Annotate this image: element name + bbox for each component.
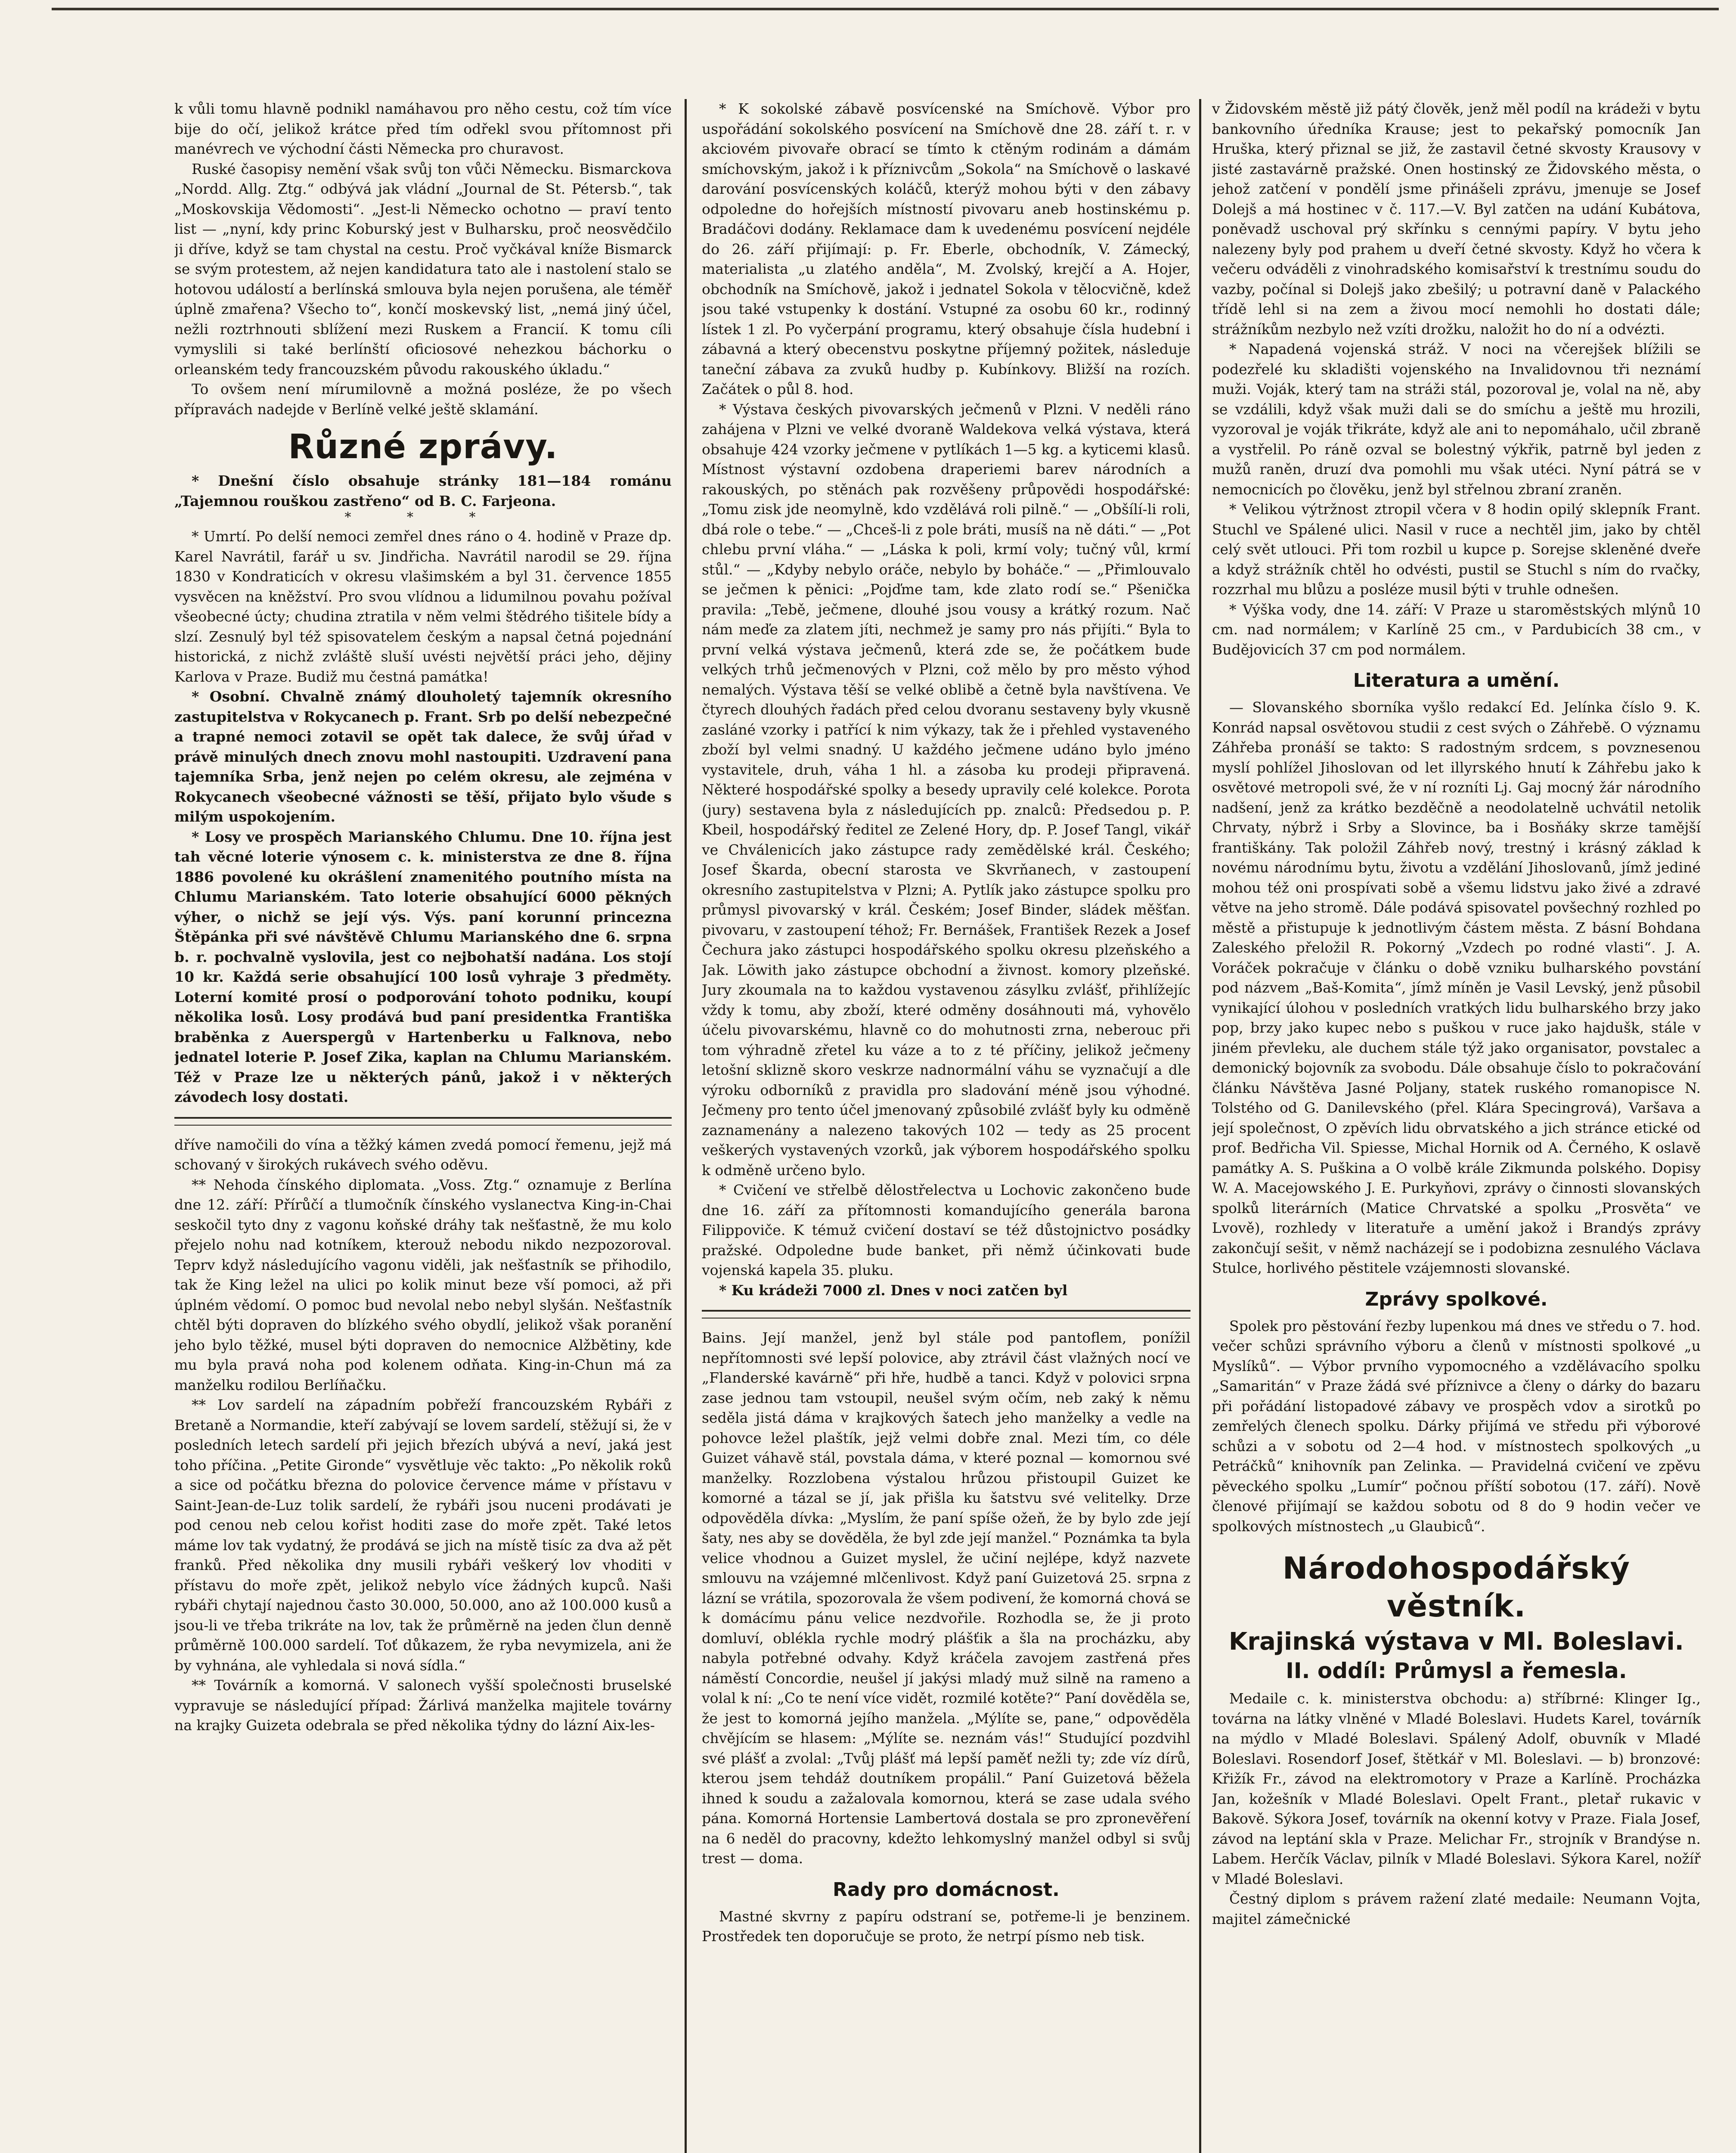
article-paragraph: To ovšem není mírumilovně a možná posléze, že po všech přípravách nadejde v Berlíně velké ještě sklamání.	[174, 381, 672, 418]
section-heading-zpravy-spolkove: Zprávy spolkové.	[1365, 1288, 1548, 1310]
section-divider-stars: * * *	[344, 510, 502, 525]
column-rule	[1199, 99, 1201, 2153]
novel-notice: * Dnešní číslo obsahuje stránky 181—184 románu „Tajemnou rouškou zastřeno“ od B. C. Farjeona.	[174, 472, 672, 509]
subheading-oddil: II. oddíl: Průmysl a řemesla.	[1286, 1658, 1627, 1683]
news-item-napadena-straz: * Napadená vojenská stráž. V noci na včerejšek blížili se podezřelé ku skladišti vojenského na Invalidovnou tři neznámí muži. Voják, který tam na stráži stál, pozoroval je, volal na ně, aby se vzdálili, když však muži dali se do smíchu a ještě mu hrozili, vyzoroval je voják třikráte, když ale ani to nepomáhalo, učil zbraně a vystřelil. Po ráně ozval se bolestný výkřik, patrně byl jeden z mužů raněn, druzí dva pomohli mu však utéci. Nyní pátrá se v nemocnicích po člověku, jenž byl střelnou zbraní zraněn.	[1212, 341, 1701, 498]
news-item-losy: * Losy ve prospěch Marianského Chlumu. Dne 10. října jest tah věcné loterie výnosem c. k. ministerstva ze dne 8. října 1886 povolené ku okrášlení znamenitého poutního místa na Chlumu Marianském. Tato loterie obsahující 6000 pěkných výher, o nichž se její výs. Výs. paní korunní princezna Štěpánka při své návštěvě Chlumu Marianského dne 6. srpna b. r. pochvalně vyslovila, jest co nejbohatší nadána. Los stojí 10 kr. Každá serie obsahující 100 losů vyhraje 3 předměty. Loterní komité prosí o podporování tohoto podniku, koupí několika losů. Losy prodává bud paní presidentka Františka braběnka z Auerspergů v Hartenberku u Falknova, nebo jednatel loterie P. Josef Zika, kaplan na Chlumu Marianském. Též v Praze lze u některých pánů, jakož i v některých závodech losy dostati.	[174, 828, 672, 1105]
news-item-vyska-vody: * Výška vody, dne 14. září: V Praze u staroměstských mlýnů 10 cm. nad normálem; v Karlíně 25 cm., v Pardubicích 38 cm., v Budějovicích 37 cm pod normálem.	[1212, 601, 1701, 658]
feuilleton-rule-thin	[174, 1125, 672, 1126]
club-news: Spolek pro pěstování řezby lupenkou má dnes ve středu o 7. hod. večer schůzi správního výboru a členů v místnosti spolkové „u Myslíků“. — Výbor prvního vypomocného a vzdělávacího spolku „Samaritán“ v Praze žádá své příznivce a členy o dárky do bazaru při pořádání listopadové zábavy ve prospěch vdov a sirotků po zemřelých členech spolku. Dárky přijímá ve středu při výborové schůzi a v sobotu od 2—4 hod. v místnostech spolkových „u Petráčků“ knihovník pan Zelinka. — Pravidelná cvičení ve zpěvu pěveckého spolku „Lumír“ počnou příští sobotou (17. září). Nově členové přijímají se každou sobotu od 8 do 9 hodin večer ve spolkových místnostech „u Glaubiců“.	[1212, 1317, 1701, 1535]
news-item-vytrznost: * Velikou výtržnost ztropil včera v 8 hodin opilý sklepník Frant. Stuchl ve Spálené ulici. Nasil v ruce a nechtěl jim, jako by chtěl celý svět utlouci. Při tom rozbil u kupce p. Sorejse skleněné dveře a když strážník chtěl ho odvésti, pustil se Stuchl s ním do rvačky, rozzrhal mu blůzu a posléze musil býti v truhle odnešen.	[1212, 501, 1701, 598]
subheading-vystava: Krajinská výstava v Ml. Boleslavi.	[1229, 1628, 1684, 1656]
section-heading-narodohospodarsky: Národohospodářský věstník.	[1282, 1551, 1631, 1624]
column-right	[1212, 99, 1701, 2153]
household-tip: Mastné skvrny z papíru odstraní se, potřeme-li je benzinem. Prostředek ten doporučuje se proto, že netrpí písmo neb tisk.	[702, 1908, 1190, 1945]
column-rule	[685, 99, 687, 2153]
news-item-umrti: * Umrtí. Po delší nemoci zemřel dnes ráno o 4. hodině v Praze dp. Karel Navrátil, farář u sv. Jindřicha. Navrátil narodil se 29. října 1830 v Kondraticích v okresu vlašimském a byl 31. července 1855 vysvěcen na kněžství. Pro svou vlídnou a lidumilnou povahu požíval všeobecné úcty; chudina ztratila v něm velmi štědrého tišitele bídy a slzí. Zesnulý byl též spisovatelem českým a napsal četná pojednání historická, z nichž zvláště sluší uvésti největší práci jeho, dějiny Karlova v Praze. Budiž mu čestná památka!	[174, 528, 672, 685]
exhibition-awards: Medaile c. k. ministerstva obchodu: a) stříbrné: Klinger Ig., továrna na látky vlněné v Mladé Boleslavi. Hudets Karel, továrník na mýdlo v Mladé Boleslavi. Spálený Adolf, obuvník v Mladé Boleslavi. Rosendorf Josef, štětkář v Ml. Boleslavi. — b) bronzové: Křižík Fr., závod na elektromotory v Praze a Karlíně. Procházka Jan, kožešník v Mladé Boleslavi. Opelt Frant., pletař rukavic v Bakově. Sýkora Josef, továrník na okenní kotvy v Praze. Fiala Josef, závod na leptání skla v Praze. Melichar Fr., strojník v Brandýse n. Labem. Herčík Václav, pilník v Mladé Boleslavi. Sýkora Karel, nožíř v Mladé Boleslavi.	[1212, 1690, 1701, 1887]
news-item-cviceni: * Cvičení ve střelbě dělostřelectva u Lochovic zakončeno bude dne 16. září za přítomnosti komandujícího generála barona Filippoviče. K témuž cvičení dostaví se též důstojnictvo posádky pražské. Odpoledne bude banket, při němž účinkovati bude vojenská kapela 35. pluku.	[702, 1182, 1190, 1278]
column-left	[174, 99, 672, 2153]
news-item-vystava: * Výstava českých pivovarských ječmenů v Plzni. V neděli ráno zahájena v Plzni ve velké dvoraně Waldekova velká výstava, která obsahuje 424 vzorky ječmene v pytlíkách 1—5 kg. a kyticemi klasů. Místnost výstavní ozdobena draperiemi barev národních a rakouských, po stěnách pak rozvěšeny průpovědi hospodářské: „Tomu zisk jde neomylně, kdo vzdělává roli pilně.“ — „Obšílí-li roli, dbá role o tebe.“ — „Chceš-li z pole bráti, musíš na ně dáti.“ — „Pot chlebu první vláha.“ — „Láska k poli, krmí voly; tučný vůl, krmí stůl.“ — „Kdyby nebylo oráče, nebylo by boháče.“ — „Přimlouvalo se ječmen k pěnici: „Pojďme tam, kde zlato rodí se.“ Pšenička pravila: „Tebě, ječmene, dlouhé jsou vousy a krátký rozum. Nač nám meďe za zlatem jíti, nechmež je samy pro nás přijíti.“ Byla to první velká výstava ječmenů, která zde se, že počátkem bude velkých trhů ječmenových v Plzni, což mělo by pro město výhod nemalých. Výstava těší se velké oblibě a četně byla navštívena. Ve čtyrech dlouhých řadách před celou dvoranu sestaveny byly vkusně zasláné vzorky i patřící k nim výkazy, tak že i přehled vystaveného zboží byl velmi snadný. U každého ječmene udáno bylo jméno vystavitele, druh, váha 1 hl. a zásoba ku prodeji připravená. Některé hospodářské spolky a besedy upravily celé kolekce. Porota (jury) sestavena byla z následujících pp. znalců: Předsedou p. P. Kbeil, hospodářský ředitel ze Zelené Hory, dp. P. Josef Tangl, vikář ve Chválenicích jako zástupce rady zemědělské král. Českého; Josef Škarda, obecní starosta ve Skvrňanech, v zastoupení okresního zastupitelstva v Plzni; A. Pytlík jako zástupce spolku pro průmysl pivovarský v král. Českém; Josef Binder, sládek měšťan. pivovaru, v zastoupení téhož; Fr. Bernášek, František Rezek a Josef Čechura jako zástupci hospodářského spolku okresu plzeňského a Jak. Löwith jako zástupce obchodní a živnost. komory plzeňské. Jury zkoumala na to každou vystavenou zásylku zvlášť, přihlížejíc vždy k tomu, aby zboží, které odměny dosáhnouti má, vyhovělo účelu pivovarskému, hlavně co do mohutnosti zrna, neberouc při tom výhradně zřetel ku váze a to z té příčiny, jelikož ječmeny letošní sklizně skoro veskrze nadnormální váhu se vyznačují a dle výroku odborníků z pravidla pro sladování méně jsou výhodné. Ječmeny pro tento účel jmenovaný způsobilé zvlášť byly ku odměně zaznamenány a nalezeno takových 102 — tedy as 25 procent veškerých vystavených vzorků, jak výborem hospodářského spolku k odměně určeno bylo.	[702, 400, 1190, 1179]
news-item-zidovske-mesto: v Židovském městě již pátý člověk, jenž měl podíl na krádeži v bytu bankovního úředníka Krause; jest to pekařský pomocník Jan Hruška, který přiznal se již, že zastavil četné skvosty Krausovy v jisté zastavárně pražské. Onen hostinský ze Židovského města, o jehož zatčení v pondělí jsme přinášeli zprávu, jmenuje se Josef Dolejš a má hostinec v č. 117.—V. Byl zatčen na udání Kubátova, poněvadž uschoval prý skřínku s cennými papíry. V bytu jeho nalezeny byly pod prahem u dveří četné skvosty. Když ho včera k večeru odváděli z vinohradského komisařství k trestnímu soudu do vazby, počínal si Dolejš jako zbešilý; u potravní daně v Palackého třídě lehl si na zem a živou mocí nemohli ho dostati dále; strážníkům nezbylo než vzíti drožku, naložit ho do ní a odvézti.	[1212, 100, 1701, 338]
column-middle	[702, 99, 1190, 2153]
feuilleton-rule	[174, 1117, 672, 1119]
feuilleton-lov-sardeli: ** Lov sardelí na západním pobřeží francouzském Rybáři z Bretaně a Normandie, kteří zabývají se lovem sardelí, stěžují si, že v posledních letech sardelí při jejich březích ubývá a neví, jaká jest toho příčina. „Petite Gironde“ vysvětluje věc takto: „Po několik roků a sice od počátku března do polovice července máme v přístavu v Saint-Jean-de-Luz tolik sardelí, že rybáři jsou nuceni prodávati je pod cenou neb celou kořist hoditi zase do moře zpět. Také letos máme lov tak vydatný, že prodává se jich na místě tisíc za dva až pět franků. Před několika dny musili rybáři veškerý lov vhoditi v přístavu do moře zpět, jelikož nebylo více žádných kupců. Naši rybáři chytají najednou často 30.000, 50.000, ano až 100.000 kusů a jsou-li ve třeba trikráte na lov, tak že průměrně na jeden člun denně průměrně 100.000 sardelí. Toť důkazem, že ryba nevymizela, ani že by vyhnána, ale vyhledala si nová sídla.“	[174, 1396, 672, 1674]
feuilleton-baines: Bains. Její manžel, jenž byl stále pod pantoflem, ponížil nepřítomnosti své lepší polovice, aby ztrávil část vlažných nocí ve „Flanderské kavárně“ při hře, hudbě a tanci. Když v polovici srpna zase jednou tam vstoupil, neušel svým očím, neb zaký k němu seděla jistá dáma v krajkových šatech jeho manželky a vedle na pohovce ležel plaštík, jejž velmi dobře znal. Mezi tím, co déle Guizet váhavě stál, povstala dáma, v které poznal — komornou své manželky. Rozzlobena výstalou hrůzou přistoupil Guizet ke komorné a tázal se jí, jak přišla ku šatstvu své velitelky. Drze odpověděla dívka: „Myslím, že paní spíše ožeň, že by bylo zde její šaty, nes aby se dověděla, že byl zde její manžel.“ Poznámka ta byla velice vhodnou a Guizet myslel, že učiní nejlépe, když nazvete smlouvu na vzájemné mlčenlivost. Když paní Guizetová 25. srpna z lázní se vrátila, spozorovala že všem podivení, že komorná chová se k domácímu pánu velice nezdvořile. Rozhodla se, že ji proto domluví, oblékla rychle modrý plášťik a šla na procházku, aby nabyla potřebné odvahy. Když kráčela zavojem zastřená přes náměstí Concordie, neušel jí jakýsi mladý muž silně na rameno a volal k ní: „Co te není více vidět, rozmilé kotěte?“ Paní dověděla se, že jest to komorná jejího manžela. „Mýlíte se, pane,“ odpověděla chvějícím se hlasem: „Mýlíte se. neznám vás!“ Studující pozdvihl své plášť a zvolal: „Tvůj plášť má lepší paměť nežli ty; zde víz dírů, kterou jsem tehdáž doutníkem propálil.“ Paní Guizetová běžela ihned k soudu a zažalovala komornou, která se zase udala svého pána. Komorná Hortensie Lambertová dostala se pro zpronevěření na 6 neděl do pracovny, kdežto lehkomyslný manžel odbyl si svůj trest — doma.	[702, 1329, 1190, 1867]
feuilleton-rule	[702, 1310, 1190, 1312]
news-item-kradez: * Ku krádeži 7000 zl. Dnes v noci zatčen byl	[719, 1281, 1068, 1299]
feuilleton-tovarnik: ** Továrník a komorná. V salonech vyšší společnosti bruselské vypravuje se následující případ: Žárlivá manželka majitele továrny na krajky Guizeta odebrala se před několika týdny do lázní Aix-les-	[174, 1677, 672, 1734]
section-heading-ruzne-zpravy: Různé zprávy.	[288, 428, 558, 466]
literature-review: — Slovanského sborníka vyšlo redakcí Ed. Jelínka číslo 9. K. Konrád napsal osvětovou studii z cest svých o Záhřebě. O významu Záhřeba pronáší se takto: S radostným srdcem, s povznesenou myslí pohlížel Jihoslovan od let illyrského hnutí k Záhřebu jako k osvětové metropoli své, že v ní rozníti Lj. Gaj mocný žár národního nadšení, jenž za krátko bezděčně a neodolatelně uchvátil netolik Chrvaty, nýbrž i Srby a Slovince, ba i Bosňáky skrze tamější františkány. Tak položil Záhřeb nový, trestný i krásný základ k novému národnímu bytu, životu a vzdělání Jihoslovanů, jímž jediné mohou též oni prospívati sobě a všemu lidstvu jako živé a zdravé větve na jeho stromě. Dále podává spisovatel povšechný rozhled po městě a přistupuje k jednotlivým částem města. Z básní Bohdana Zaleského přeložil R. Pokorný „Vzdech po rodné vlasti“. J. A. Voráček pokračuje v článku o době vzniku bulharského povstání pod názvem „Baš-Komita“, jímž míněn je Vasil Levský, jenž působil vynikající úlohou v posledních vratkých lidu bulharského brzy jako pop, brzy jako kupec nebo s puškou v ruce jako hajdušk, stále v jiném převleku, ale duchem stále týž jako organisator, povstalec a demonický bojovník za svobodu. Dále obsahuje číslo to pokračování článku Návštěva Jasné Poljany, statek ruského romanopisce N. Tolstého od G. Danilevského (přel. Klára Specingrová), Varšava a její společnost, O zpěvích lidu obrvatského a jich stránce etické od prof. Bedřicha Vil. Spiesse, Michal Hornik od A. Černého, K oslavě památky A. S. Puškina a O volbě krále Zikmunda polského. Dopisy W. A. Macejowského J. E. Purkyňovi, zprávy o činnosti slovanských spolků literárních (Matice Chrvatské a spolku „Prosvěta“ ve Lvově), rozhledy v literatuře a umění jakož i Brandýs zprávy zakončují sešit, v němž nacházejí se i podobizna zesnulého Václava Stulce, horlivého pěstitele vzájemnosti slovanské.	[1212, 699, 1701, 1276]
exhibition-awards-diplom: Čestný diplom s právem ražení zlaté medaile: Neumann Vojta, majitel zámečnické	[1212, 1890, 1701, 1927]
feuilleton-nehoda: ** Nehoda čínského diplomata. „Voss. Ztg.“ oznamuje z Berlína dne 12. září: Přírůčí a tlumočník čínského vyslanectva King-in-Chai seskočil tyto dny z vagonu koňské dráhy tak nešťastně, že mu kolo přejelo nohu nad kotníkem, kterouž nebodu nikdo nezpozoroval. Teprv když následujícího vagonu viděli, jak nešťastník se přihodilo, tak že King ležel na ulici po kolik minut beze vší pomoci, až při úplném vědomí. O pomoc bud nevolal nebo nebyl slyšán. Nešťastník chtěl býti dopraven do blízkého svého obydlí, jelikož však poranění jeho bylo těžké, musel býti dopraven do nemocnice Alžbětiny, kde mu byla pravá noha pod kolenem odňata. King-in-Chun má za manželku rodilou Berlíňačku.	[174, 1176, 672, 1393]
section-heading-literatura: Literatura a umění.	[1353, 670, 1560, 692]
top-border	[52, 8, 1719, 10]
feuilleton-continuation: dříve namočili do vína a těžký kámen zvedá pomocí řemenu, jejž má schovaný v širokých rukávech svého oděvu.	[174, 1136, 672, 1173]
news-item-sokol: * K sokolské zábavě posvícenské na Smíchově. Výbor pro uspořádání sokolského posvícení na Smíchově dne 28. září t. r. v akciovém pivovaře obrací se tímto k ctěným rodinám a dámám smíchovským, jakož i k příznivcům „Sokola“ na Smíchově o laskavé darování posvícenských koláčů, kterýž mohou býti v den zábavy odpoledne do hořejších místností pivovaru aneb hostinskému p. Bradáčovi dodány. Reklamace dam k uvedenému posvícení nejdéle do 26. září přijímají: p. Fr. Eberle, obchodník, V. Zámecký, materialista „u zlatého anděla“, M. Zvolský, krejčí a A. Hojer, obchodník na Smíchově, jakož i jednatel Sokola v tělocvičně, kdež jsou také vstupenky k dostání. Vstupné za osobu 60 kr., rodinný lístek 1 zl. Po vyčerpání programu, který obsahuje čísla hudební i zábavná a který obecenstvu poskytne příjemný požitek, následuje taneční zábava za zvuků hudby p. Kubínkovy. Bližší na rozích. Začátek o půl 8. hod.	[702, 100, 1190, 397]
section-heading-rady: Rady pro domácnost.	[833, 1878, 1060, 1901]
article-continuation: k vůli tomu hlavně podnikl namáhavou pro něho cestu, což tím více bije do očí, jelikož krátce před tím odřekl svou přítomnost při manévrech ve východní části Německa pro churavost.	[174, 100, 672, 157]
article-paragraph: Ruské časopisy nemění však svůj ton vůči Německu. Bismarckova „Nordd. Allg. Ztg.“ odbývá jak vládní „Journal de St. Pétersb.“, tak „Moskovskija Vědomosti“. „Jest-li Německo ochotno — praví tento list — „nyní, kdy princ Koburský jest v Bulharsku, proč neosvědčilo ji dříve, když se tam chystal na cestu. Proč vyčkával kníže Bismarck se svým protestem, až nejen kandidatura tato ale i nastolení stalo se hotovou událostí a berlínská smlouva byla nejen porušena, ale téměř úplně zmařena? Všecho to“, končí moskevský list, „nemá jiný účel, nežli roztrhnouti sblížení mezi Ruskem a Francií. K tomu cíli vymyslili si také berlínští oficiosové nehezkou báchorku o orleanském tedy francouzském původu rakouského úkladu.“	[174, 160, 672, 378]
news-item-osobni: * Osobní. Chvalně známý dlouholetý tajemník okresního zastupitelstva v Rokycanech p. Frant. Srb po delší nebezpečné a trapné nemoci zotavil se opět tak dalece, že svůj úřad v právě minulých dnech znovu mohl nastoupiti. Uzdravení pana tajemníka Srba, jenž nejen po celém okresu, ale zejména v Rokycanech všeobecné vážnosti se těší, přijato bylo všude s milým uspokojením.	[174, 688, 672, 825]
